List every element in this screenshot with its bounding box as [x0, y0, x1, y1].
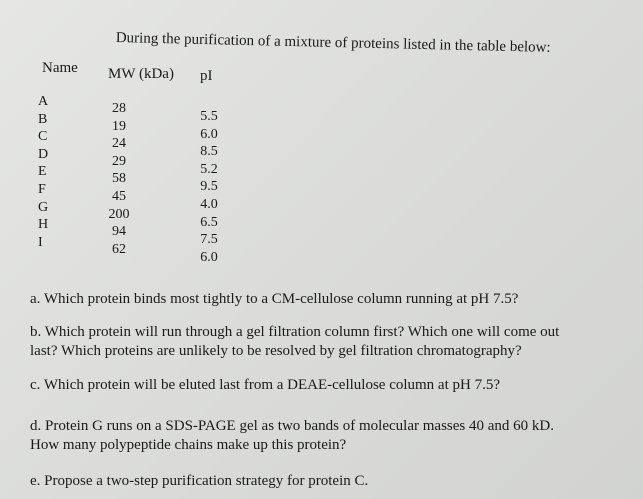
intro-text: During the purification of a mixture of proteins listed in the table below: — [115, 30, 551, 56]
table-cell-name: G — [38, 199, 49, 215]
question-d — [30, 417, 554, 455]
table-cell-name: A — [38, 94, 49, 109]
question-a-line: a. Which protein binds most tightly to a CM-cellulose column running at pH 7.5? — [30, 291, 519, 307]
table-cell-pi: 6.0 — [200, 126, 218, 142]
table-cell-mw: 94 — [112, 224, 126, 240]
table-cell-pi: 5.2 — [200, 161, 218, 177]
table-cell-pi: 7.5 — [200, 232, 218, 248]
table-cell-name: H — [38, 217, 49, 233]
table-cell-name: C — [38, 129, 48, 145]
table-cell-pi: 8.5 — [200, 144, 218, 160]
question-a — [30, 290, 518, 309]
name-column — [38, 93, 54, 251]
table-cell-name: B — [38, 111, 48, 127]
table-cell-pi: 6.5 — [200, 214, 218, 230]
table-cell-mw: 200 — [108, 206, 130, 222]
question-e-line: e. Propose a two-step purification strategy for protein C. — [30, 473, 369, 489]
pi-column-header: pI — [200, 68, 213, 84]
table-cell-name: F — [38, 181, 46, 197]
question-b-line: last? Which proteins are unlikely to be resolved by gel filtration chromatography? — [30, 343, 522, 359]
table-cell-mw: 58 — [112, 171, 126, 187]
table-cell-pi: 4.0 — [200, 196, 218, 212]
table-cell-mw: 45 — [112, 188, 126, 204]
question-b-line: b. Which protein will run through a gel filtration column first? Which one will come out — [30, 324, 560, 340]
table-cell-mw: 29 — [112, 153, 126, 169]
table-cell-name: I — [38, 234, 43, 250]
question-b — [30, 323, 559, 361]
table-cell-mw: 62 — [112, 241, 126, 257]
question-d-line: How many polypeptide chains make up this protein? — [30, 437, 347, 453]
pi-column — [188, 108, 230, 266]
table-cell-name: E — [38, 164, 47, 180]
mw-column — [98, 100, 140, 258]
table-cell-pi: 6.0 — [200, 249, 218, 265]
table-cell-pi: 5.5 — [200, 109, 218, 124]
question-c-line: c. Which protein will be eluted last from a DEAE-cellulose column at pH 7.5? — [30, 377, 501, 393]
mw-column-header: MW (kDa) — [108, 66, 174, 82]
table-cell-mw: 28 — [112, 101, 126, 116]
question-d-line: d. Protein G runs on a SDS-PAGE gel as two bands of molecular masses 40 and 60 kD. — [30, 418, 554, 434]
question-c — [30, 376, 500, 395]
table-cell-pi: 9.5 — [200, 179, 218, 195]
name-column-header: Name — [42, 60, 78, 76]
question-e — [30, 472, 368, 491]
table-cell-name: D — [38, 146, 49, 162]
table-cell-mw: 24 — [112, 136, 126, 152]
table-cell-mw: 19 — [112, 118, 126, 134]
